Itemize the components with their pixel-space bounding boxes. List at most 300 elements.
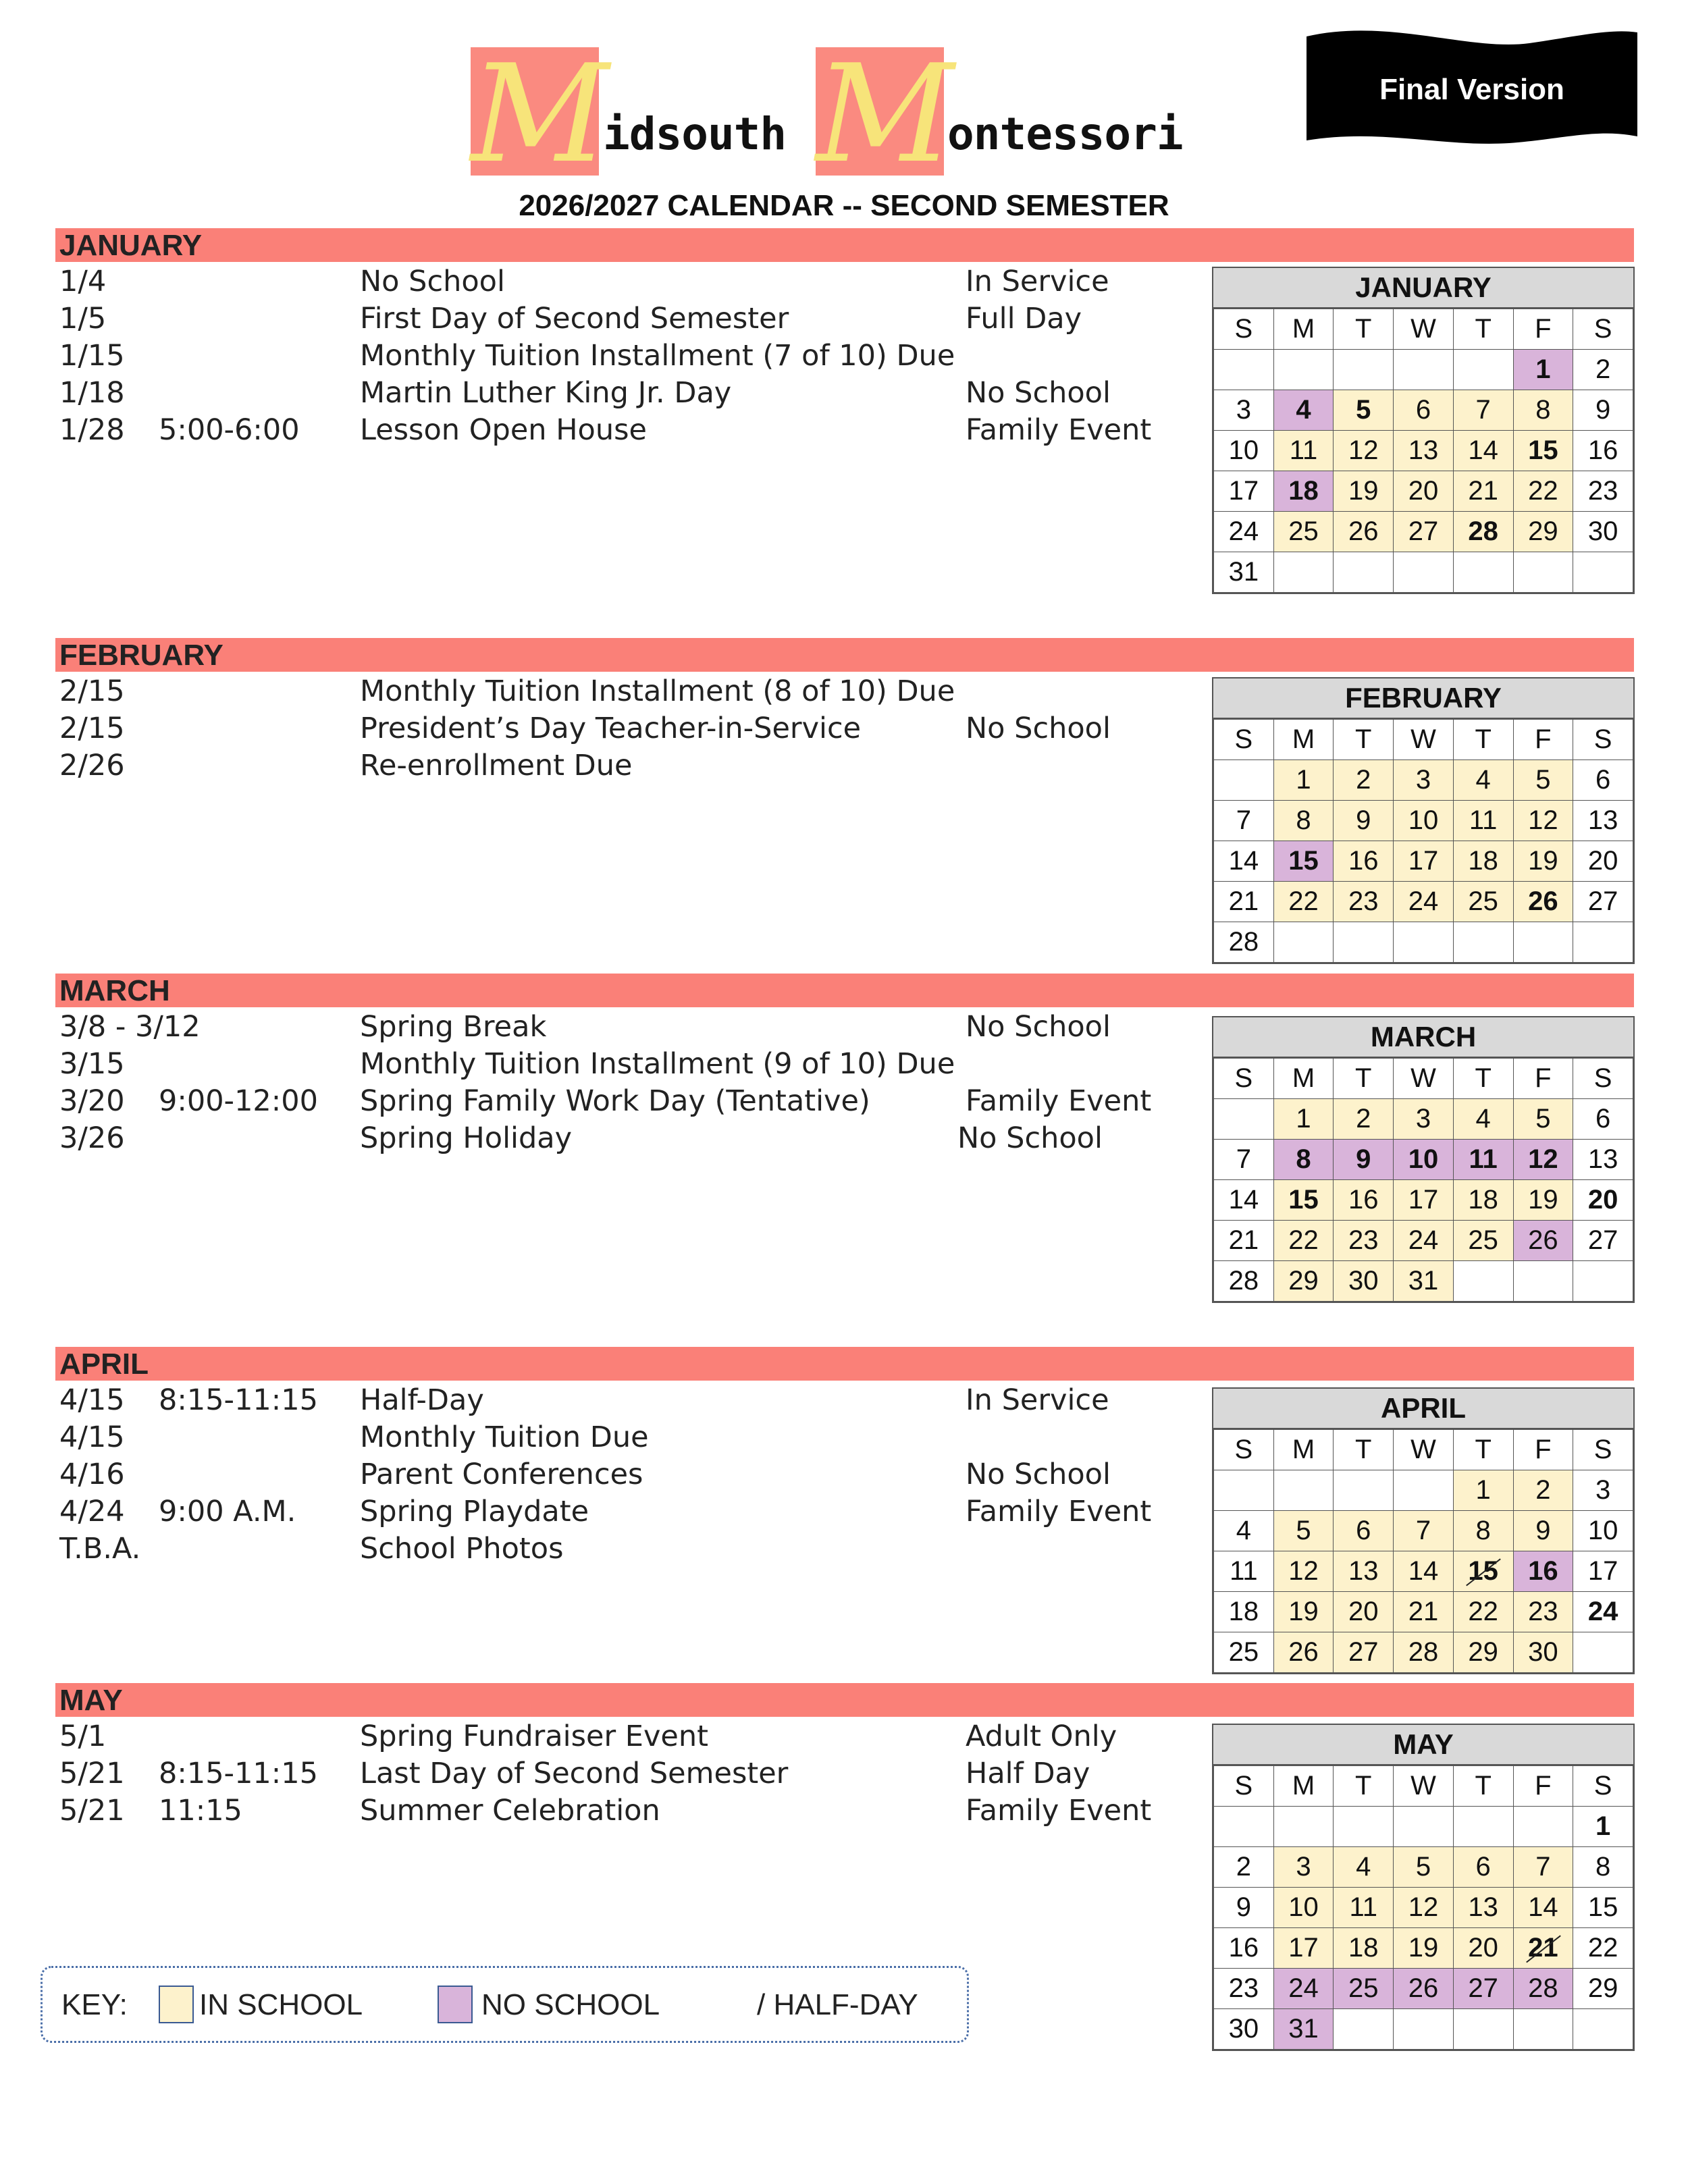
calendar-day: 17 bbox=[1394, 841, 1454, 882]
calendar-week bbox=[1214, 760, 1633, 801]
key-label: KEY: bbox=[61, 1988, 128, 2021]
calendar-day: 10 bbox=[1214, 431, 1274, 471]
event-time: 9:00 A.M. bbox=[159, 1495, 296, 1528]
event-date: T.B.A. bbox=[59, 1532, 141, 1566]
calendar-day: 28 bbox=[1394, 1632, 1454, 1673]
event-note: Adult Only bbox=[966, 1720, 1117, 1753]
calendar-day: 20 bbox=[1573, 1180, 1633, 1221]
weekday-header: T bbox=[1334, 309, 1394, 350]
calendar-day: 26 bbox=[1394, 1969, 1454, 2009]
event-note: In Service bbox=[966, 265, 1109, 298]
calendar-day: 20 bbox=[1453, 1928, 1513, 1969]
calendar-day: 8 bbox=[1573, 1847, 1633, 1888]
event-time: 8:15-11:15 bbox=[159, 1757, 318, 1790]
calendar-day: 24 bbox=[1573, 1592, 1633, 1632]
event-desc: Martin Luther King Jr. Day bbox=[360, 376, 732, 410]
logo-letter-1: M bbox=[471, 36, 609, 193]
calendar-day: 26 bbox=[1273, 1632, 1334, 1673]
event-note: Full Day bbox=[966, 302, 1082, 336]
event-desc: Monthly Tuition Installment (9 of 10) Due bbox=[360, 1047, 955, 1081]
event-note: No School bbox=[966, 1010, 1111, 1044]
calendar-week bbox=[1214, 552, 1633, 593]
calendar-day: 4 bbox=[1273, 390, 1334, 431]
calendar-day: 15 bbox=[1573, 1888, 1633, 1928]
calendar-day bbox=[1573, 1261, 1633, 1302]
event-note: Family Event bbox=[966, 413, 1152, 447]
calendar-day: 19 bbox=[1513, 1180, 1573, 1221]
calendar-day: 6 bbox=[1573, 760, 1633, 801]
event-note: No School bbox=[966, 376, 1111, 410]
calendar-week bbox=[1214, 1928, 1633, 1969]
calendar-day: 11 bbox=[1273, 431, 1334, 471]
weekday-header: T bbox=[1453, 1059, 1513, 1099]
calendar-day: 19 bbox=[1394, 1928, 1454, 1969]
calendar-day: 4 bbox=[1453, 1099, 1513, 1140]
calendar-day: 21 bbox=[1453, 471, 1513, 512]
calendar-day: 4 bbox=[1453, 760, 1513, 801]
calendar-day: 17 bbox=[1214, 471, 1274, 512]
event-date: 1/15 bbox=[59, 339, 125, 373]
calendar-day: 24 bbox=[1394, 882, 1454, 922]
calendar-day bbox=[1273, 552, 1334, 593]
weekday-header: M bbox=[1273, 1059, 1334, 1099]
event-note: No School bbox=[966, 1458, 1111, 1491]
calendar-week bbox=[1214, 1632, 1633, 1673]
calendar-day bbox=[1334, 922, 1394, 963]
event-note: Family Event bbox=[966, 1495, 1152, 1528]
calendar-day: 27 bbox=[1334, 1632, 1394, 1673]
calendar-day: 19 bbox=[1334, 471, 1394, 512]
event-note: Family Event bbox=[966, 1084, 1152, 1118]
calendar-week bbox=[1214, 1511, 1633, 1551]
event-desc: Spring Family Work Day (Tentative) bbox=[360, 1084, 870, 1118]
calendar-day bbox=[1394, 1470, 1454, 1511]
calendar-day: 10 bbox=[1394, 1140, 1454, 1180]
calendar-day: 1 bbox=[1513, 350, 1573, 390]
calendar-title: FEBRUARY bbox=[1213, 678, 1633, 719]
page-title: 2026/2027 CALENDAR -- SECOND SEMESTER bbox=[519, 189, 1169, 222]
month-header-february bbox=[55, 638, 1634, 672]
calendar-week bbox=[1214, 431, 1633, 471]
weekday-header: F bbox=[1513, 1766, 1573, 1807]
logo-word-2: ontessori bbox=[947, 108, 1183, 160]
calendar-day: 23 bbox=[1573, 471, 1633, 512]
event-date: 2/15 bbox=[59, 712, 125, 745]
calendar-day: 14 bbox=[1453, 431, 1513, 471]
weekday-header: S bbox=[1573, 1059, 1633, 1099]
calendar-day: 20 bbox=[1573, 841, 1633, 882]
month-title: JANUARY bbox=[59, 229, 203, 262]
calendar-week bbox=[1214, 801, 1633, 841]
calendar-day: 27 bbox=[1394, 512, 1454, 552]
calendar-day: 23 bbox=[1334, 1221, 1394, 1261]
event-time: 11:15 bbox=[159, 1794, 242, 1828]
calendar-day: 25 bbox=[1453, 882, 1513, 922]
calendar-day: 30 bbox=[1214, 2009, 1274, 2050]
calendar-week bbox=[1214, 1470, 1633, 1511]
logo-m-box-1 bbox=[471, 36, 609, 193]
weekday-header: T bbox=[1453, 1766, 1513, 1807]
event-desc: Summer Celebration bbox=[360, 1794, 660, 1828]
calendar-day: 23 bbox=[1513, 1592, 1573, 1632]
calendar-day: 11 bbox=[1453, 1140, 1513, 1180]
calendar-day bbox=[1334, 350, 1394, 390]
calendar-day: 2 bbox=[1334, 760, 1394, 801]
calendar-day: 28 bbox=[1214, 922, 1274, 963]
calendar-february bbox=[1212, 677, 1635, 964]
event-date: 1/4 bbox=[59, 265, 107, 298]
calendar-day: 14 bbox=[1214, 841, 1274, 882]
calendar-title: MARCH bbox=[1213, 1017, 1633, 1058]
calendar-day: 8 bbox=[1273, 801, 1334, 841]
calendar-day: 3 bbox=[1394, 1099, 1454, 1140]
month-header-march bbox=[55, 974, 1634, 1007]
calendar-day: 3 bbox=[1394, 760, 1454, 801]
event-date: 4/15 bbox=[59, 1420, 125, 1454]
calendar-day: 22 bbox=[1513, 471, 1573, 512]
calendar-april bbox=[1212, 1387, 1635, 1674]
calendar-day bbox=[1273, 1470, 1334, 1511]
calendar-day: 5 bbox=[1273, 1511, 1334, 1551]
month-title: APRIL bbox=[59, 1348, 149, 1381]
weekday-header: F bbox=[1513, 720, 1573, 760]
calendar-day bbox=[1334, 2009, 1394, 2050]
no-school-swatch bbox=[438, 1986, 473, 2023]
calendar-day: 18 bbox=[1453, 841, 1513, 882]
calendar-day: 18 bbox=[1334, 1928, 1394, 1969]
calendar-day: 4 bbox=[1334, 1847, 1394, 1888]
event-date: 4/16 bbox=[59, 1458, 125, 1491]
weekday-header: T bbox=[1453, 1430, 1513, 1470]
calendar-day: 13 bbox=[1573, 801, 1633, 841]
calendar-week bbox=[1214, 512, 1633, 552]
weekday-header: W bbox=[1394, 1766, 1454, 1807]
calendar-day: 26 bbox=[1334, 512, 1394, 552]
calendar-week bbox=[1214, 882, 1633, 922]
calendar-day: 24 bbox=[1214, 512, 1274, 552]
calendar-day: 22 bbox=[1573, 1928, 1633, 1969]
calendar-day: 31 bbox=[1394, 1261, 1454, 1302]
calendar-day: 23 bbox=[1214, 1969, 1274, 2009]
month-title: MAY bbox=[59, 1684, 123, 1717]
calendar-day: 28 bbox=[1453, 512, 1513, 552]
calendar-week bbox=[1214, 350, 1633, 390]
calendar-day: 9 bbox=[1573, 390, 1633, 431]
event-desc: Spring Break bbox=[360, 1010, 547, 1044]
event-date: 1/18 bbox=[59, 376, 125, 410]
calendar-day: 2 bbox=[1573, 350, 1633, 390]
calendar-day: 7 bbox=[1214, 801, 1274, 841]
calendar-day: 9 bbox=[1513, 1511, 1573, 1551]
calendar-week bbox=[1214, 1969, 1633, 2009]
event-time: 9:00-12:00 bbox=[159, 1084, 318, 1118]
calendar-day: 14 bbox=[1394, 1551, 1454, 1592]
weekday-header: S bbox=[1573, 720, 1633, 760]
event-desc: Spring Fundraiser Event bbox=[360, 1720, 708, 1753]
calendar-may bbox=[1212, 1724, 1635, 2051]
event-note: No School bbox=[957, 1121, 1103, 1155]
calendar-day: 15 bbox=[1453, 1551, 1513, 1592]
event-desc: Parent Conferences bbox=[360, 1458, 643, 1491]
calendar-day: 13 bbox=[1394, 431, 1454, 471]
calendar-week bbox=[1214, 1099, 1633, 1140]
calendar-day: 24 bbox=[1273, 1969, 1334, 2009]
event-desc: Re-enrollment Due bbox=[360, 749, 633, 782]
calendar-title: JANUARY bbox=[1213, 268, 1633, 309]
calendar-day bbox=[1394, 2009, 1454, 2050]
calendar-week bbox=[1214, 1807, 1633, 1847]
calendar-day: 26 bbox=[1513, 882, 1573, 922]
calendar-day bbox=[1214, 760, 1274, 801]
logo-word-1: idsouth bbox=[603, 108, 787, 160]
calendar-day: 21 bbox=[1394, 1592, 1454, 1632]
calendar-day: 24 bbox=[1394, 1221, 1454, 1261]
event-date: 4/15 bbox=[59, 1383, 125, 1417]
calendar-day: 8 bbox=[1453, 1511, 1513, 1551]
weekday-header: T bbox=[1453, 720, 1513, 760]
calendar-day: 13 bbox=[1334, 1551, 1394, 1592]
calendar-day bbox=[1453, 552, 1513, 593]
calendar-week bbox=[1214, 2009, 1633, 2050]
calendar-day: 3 bbox=[1273, 1847, 1334, 1888]
calendar-day: 7 bbox=[1453, 390, 1513, 431]
calendar-day: 3 bbox=[1214, 390, 1274, 431]
weekday-header: M bbox=[1273, 1766, 1334, 1807]
logo-letter-2: M bbox=[816, 36, 954, 193]
calendar-day: 28 bbox=[1513, 1969, 1573, 2009]
calendar-day: 5 bbox=[1394, 1847, 1454, 1888]
calendar-day bbox=[1513, 1261, 1573, 1302]
calendar-day: 15 bbox=[1273, 1180, 1334, 1221]
calendar-day bbox=[1573, 552, 1633, 593]
calendar-day bbox=[1273, 350, 1334, 390]
calendar-day: 7 bbox=[1394, 1511, 1454, 1551]
calendar-day bbox=[1453, 922, 1513, 963]
calendar-day: 17 bbox=[1273, 1928, 1334, 1969]
calendar-day: 18 bbox=[1214, 1592, 1274, 1632]
calendar-day: 31 bbox=[1214, 552, 1274, 593]
event-date: 4/24 bbox=[59, 1495, 125, 1528]
event-date: 2/15 bbox=[59, 674, 125, 708]
calendar-day bbox=[1573, 922, 1633, 963]
calendar-day: 21 bbox=[1214, 1221, 1274, 1261]
calendar-day: 9 bbox=[1214, 1888, 1274, 1928]
calendar-day bbox=[1394, 350, 1454, 390]
calendar-day: 25 bbox=[1273, 512, 1334, 552]
weekday-header: T bbox=[1334, 1059, 1394, 1099]
weekday-header: S bbox=[1214, 720, 1274, 760]
weekday-header: F bbox=[1513, 309, 1573, 350]
calendar-day: 6 bbox=[1573, 1099, 1633, 1140]
key-no-school: NO SCHOOL bbox=[481, 1988, 660, 2021]
calendar-day bbox=[1214, 1470, 1274, 1511]
event-date: 1/28 bbox=[59, 413, 125, 447]
calendar-day: 25 bbox=[1453, 1221, 1513, 1261]
calendar-week bbox=[1214, 922, 1633, 963]
calendar-day: 20 bbox=[1334, 1592, 1394, 1632]
calendar-day: 7 bbox=[1513, 1847, 1573, 1888]
calendar-day: 10 bbox=[1273, 1888, 1334, 1928]
calendar-day bbox=[1453, 1807, 1513, 1847]
calendar-day: 10 bbox=[1394, 801, 1454, 841]
calendar-week bbox=[1214, 1592, 1633, 1632]
calendar-day: 8 bbox=[1513, 390, 1573, 431]
event-desc: Last Day of Second Semester bbox=[360, 1757, 789, 1790]
event-desc: No School bbox=[360, 265, 505, 298]
calendar-day: 2 bbox=[1214, 1847, 1274, 1888]
event-desc: Monthly Tuition Installment (8 of 10) Due bbox=[360, 674, 955, 708]
event-date: 2/26 bbox=[59, 749, 125, 782]
event-desc: Spring Playdate bbox=[360, 1495, 589, 1528]
calendar-day: 1 bbox=[1453, 1470, 1513, 1511]
calendar-week bbox=[1214, 390, 1633, 431]
event-time: 8:15-11:15 bbox=[159, 1383, 318, 1417]
calendar-day: 16 bbox=[1334, 841, 1394, 882]
calendar-day: 14 bbox=[1513, 1888, 1573, 1928]
calendar-day bbox=[1214, 350, 1274, 390]
calendar-week bbox=[1214, 1888, 1633, 1928]
calendar-day: 30 bbox=[1334, 1261, 1394, 1302]
calendar-day: 11 bbox=[1214, 1551, 1274, 1592]
event-date: 5/21 bbox=[59, 1794, 125, 1828]
event-date: 3/15 bbox=[59, 1047, 125, 1081]
calendar-day: 22 bbox=[1273, 882, 1334, 922]
weekday-header: S bbox=[1214, 1430, 1274, 1470]
weekday-header: S bbox=[1214, 1059, 1274, 1099]
event-note: Half Day bbox=[966, 1757, 1090, 1790]
calendar-day: 27 bbox=[1573, 882, 1633, 922]
calendar-day: 16 bbox=[1214, 1928, 1274, 1969]
event-date: 3/8 - 3/12 bbox=[59, 1010, 201, 1044]
calendar-day bbox=[1394, 1807, 1454, 1847]
calendar-day: 22 bbox=[1273, 1221, 1334, 1261]
calendar-day: 30 bbox=[1573, 512, 1633, 552]
calendar-day: 3 bbox=[1573, 1470, 1633, 1511]
event-desc: First Day of Second Semester bbox=[360, 302, 789, 336]
calendar-week bbox=[1214, 1261, 1633, 1302]
calendar-day: 5 bbox=[1513, 1099, 1573, 1140]
legend-key bbox=[41, 1966, 969, 2043]
event-desc: Lesson Open House bbox=[360, 413, 647, 447]
calendar-week bbox=[1214, 1180, 1633, 1221]
calendar-day: 17 bbox=[1394, 1180, 1454, 1221]
month-title: MARCH bbox=[59, 974, 170, 1007]
calendar-day: 15 bbox=[1513, 431, 1573, 471]
calendar-day: 22 bbox=[1453, 1592, 1513, 1632]
weekday-header: W bbox=[1394, 1430, 1454, 1470]
calendar-day bbox=[1513, 2009, 1573, 2050]
calendar-day: 7 bbox=[1214, 1140, 1274, 1180]
weekday-header: T bbox=[1334, 1766, 1394, 1807]
calendar-day bbox=[1573, 2009, 1633, 2050]
weekday-header: W bbox=[1394, 720, 1454, 760]
event-desc: School Photos bbox=[360, 1532, 564, 1566]
calendar-day bbox=[1513, 922, 1573, 963]
weekday-header: S bbox=[1214, 309, 1274, 350]
calendar-day bbox=[1573, 1632, 1633, 1673]
weekday-header: M bbox=[1273, 1430, 1334, 1470]
calendar-day bbox=[1273, 922, 1334, 963]
calendar-week bbox=[1214, 1551, 1633, 1592]
calendar-day bbox=[1334, 1807, 1394, 1847]
calendar-day: 21 bbox=[1513, 1928, 1573, 1969]
weekday-header: S bbox=[1573, 1430, 1633, 1470]
calendar-day: 12 bbox=[1394, 1888, 1454, 1928]
event-note: In Service bbox=[966, 1383, 1109, 1417]
calendar-day: 6 bbox=[1394, 390, 1454, 431]
event-date: 3/26 bbox=[59, 1121, 125, 1155]
calendar-day bbox=[1513, 552, 1573, 593]
weekday-header: T bbox=[1334, 720, 1394, 760]
calendar-day bbox=[1453, 2009, 1513, 2050]
calendar-day: 2 bbox=[1513, 1470, 1573, 1511]
calendar-day: 1 bbox=[1573, 1807, 1633, 1847]
calendar-day: 23 bbox=[1334, 882, 1394, 922]
calendar-day: 17 bbox=[1573, 1551, 1633, 1592]
calendar-day bbox=[1214, 1807, 1274, 1847]
calendar-day: 27 bbox=[1453, 1969, 1513, 2009]
calendar-day: 16 bbox=[1573, 431, 1633, 471]
weekday-header: T bbox=[1334, 1430, 1394, 1470]
event-note: No School bbox=[966, 712, 1111, 745]
event-date: 3/20 bbox=[59, 1084, 125, 1118]
event-desc: Monthly Tuition Due bbox=[360, 1420, 649, 1454]
calendar-day: 4 bbox=[1214, 1511, 1274, 1551]
calendar-day: 13 bbox=[1453, 1888, 1513, 1928]
weekday-header: F bbox=[1513, 1430, 1573, 1470]
calendar-day: 25 bbox=[1214, 1632, 1274, 1673]
calendar-day: 1 bbox=[1273, 1099, 1334, 1140]
weekday-header: T bbox=[1453, 309, 1513, 350]
calendar-day bbox=[1513, 1807, 1573, 1847]
calendar-day: 20 bbox=[1394, 471, 1454, 512]
calendar-day bbox=[1273, 1807, 1334, 1847]
weekday-header: W bbox=[1394, 309, 1454, 350]
calendar-day: 19 bbox=[1273, 1592, 1334, 1632]
weekday-header: W bbox=[1394, 1059, 1454, 1099]
calendar-day bbox=[1334, 552, 1394, 593]
event-desc: President’s Day Teacher-in-Service bbox=[360, 712, 862, 745]
calendar-day: 6 bbox=[1334, 1511, 1394, 1551]
calendar-day: 5 bbox=[1513, 760, 1573, 801]
event-desc: Monthly Tuition Installment (7 of 10) Due bbox=[360, 339, 955, 373]
calendar-day: 12 bbox=[1273, 1551, 1334, 1592]
event-note: Family Event bbox=[966, 1794, 1152, 1828]
banner-text: Final Version bbox=[1379, 73, 1564, 106]
calendar-day: 11 bbox=[1453, 801, 1513, 841]
calendar-day: 29 bbox=[1573, 1969, 1633, 2009]
calendar-week bbox=[1214, 471, 1633, 512]
event-date: 5/1 bbox=[59, 1720, 107, 1753]
calendar-day: 21 bbox=[1214, 882, 1274, 922]
calendar-day: 31 bbox=[1273, 2009, 1334, 2050]
weekday-header: S bbox=[1214, 1766, 1274, 1807]
month-header-january bbox=[55, 228, 1634, 262]
calendar-day bbox=[1214, 1099, 1274, 1140]
calendar-day: 10 bbox=[1573, 1511, 1633, 1551]
key-in-school: IN SCHOOL bbox=[199, 1988, 363, 2021]
weekday-header: S bbox=[1573, 1766, 1633, 1807]
weekday-header: M bbox=[1273, 309, 1334, 350]
calendar-day: 29 bbox=[1513, 512, 1573, 552]
calendar-day: 11 bbox=[1334, 1888, 1394, 1928]
calendar-day: 16 bbox=[1513, 1551, 1573, 1592]
calendar-day bbox=[1453, 1261, 1513, 1302]
calendar-march bbox=[1212, 1016, 1635, 1303]
calendar-day: 30 bbox=[1513, 1632, 1573, 1673]
calendar-week bbox=[1214, 1140, 1633, 1180]
calendar-day bbox=[1394, 922, 1454, 963]
